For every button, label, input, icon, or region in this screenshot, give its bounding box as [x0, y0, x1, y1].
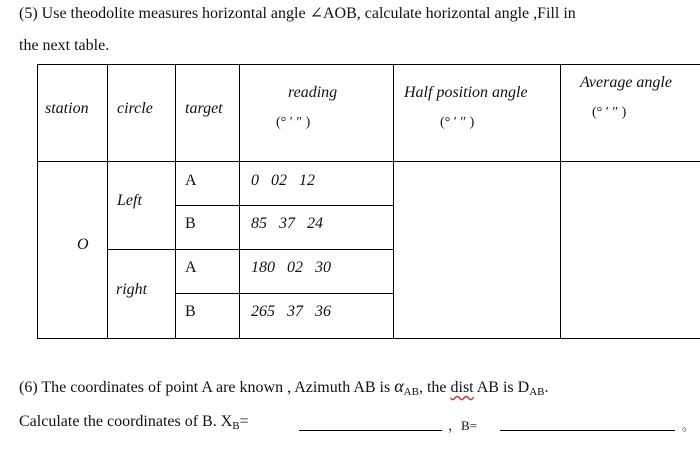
header-half: Half position angle — [404, 84, 528, 101]
reading-row-2: 85 37 24 — [251, 215, 323, 232]
xb-subscript: B — [232, 420, 240, 432]
xb-answer-blank[interactable] — [299, 430, 442, 431]
reading-row-3: 180 02 30 — [251, 259, 331, 276]
q6-line2 — [19, 413, 249, 432]
q6-line2-prefix: Calculate the coordinates of B. X — [19, 413, 233, 430]
q6-end: . — [544, 379, 549, 396]
yb-label — [448, 415, 477, 434]
reading-row-1: 0 02 12 — [251, 172, 315, 189]
header-station: station — [45, 100, 89, 117]
circle-right: right — [116, 281, 148, 298]
header-half-unit: (° ′ ″ ) — [440, 115, 475, 130]
target-row-4: B — [185, 303, 196, 320]
d-subscript: AB — [529, 386, 545, 398]
station-o: O — [77, 236, 89, 253]
header-target: target — [185, 100, 223, 117]
target-row-1: A — [185, 172, 197, 189]
header-avg-unit: (° ′ ″ ) — [592, 105, 627, 120]
yb-sep: ， — [448, 418, 462, 433]
header-circle: circle — [117, 100, 153, 117]
yb-eq: = — [469, 418, 478, 433]
reading-row-4: 265 37 36 — [251, 303, 331, 320]
q6-mid: , the — [418, 379, 451, 396]
yb-answer-blank[interactable] — [500, 430, 675, 431]
target-row-2: B — [185, 215, 196, 232]
q5-line1: (5) Use theodolite measures horizontal angle ∠AOB, calculate horizontal angle ,Fill in — [19, 5, 576, 22]
yb-sub: B — [461, 418, 470, 433]
q6-dist: dist — [450, 379, 474, 396]
header-reading: reading — [288, 84, 338, 101]
q6-line1 — [19, 376, 548, 398]
xb-eq: = — [239, 413, 249, 430]
q5-line2: the next table. — [19, 37, 110, 54]
q6-prefix: (6) The coordinates of point A are known , Azimuth AB is — [19, 379, 395, 396]
target-row-3: A — [185, 259, 197, 276]
header-avg: Average angle — [580, 74, 672, 91]
circle-left: Left — [117, 192, 142, 209]
q6-final-mark: 。 — [682, 418, 696, 433]
q6-after: AB is D — [473, 379, 530, 396]
header-reading-unit: (° ′ ″ ) — [276, 115, 311, 130]
alpha-symbol: α — [394, 376, 404, 396]
alpha-subscript: AB — [403, 386, 419, 398]
